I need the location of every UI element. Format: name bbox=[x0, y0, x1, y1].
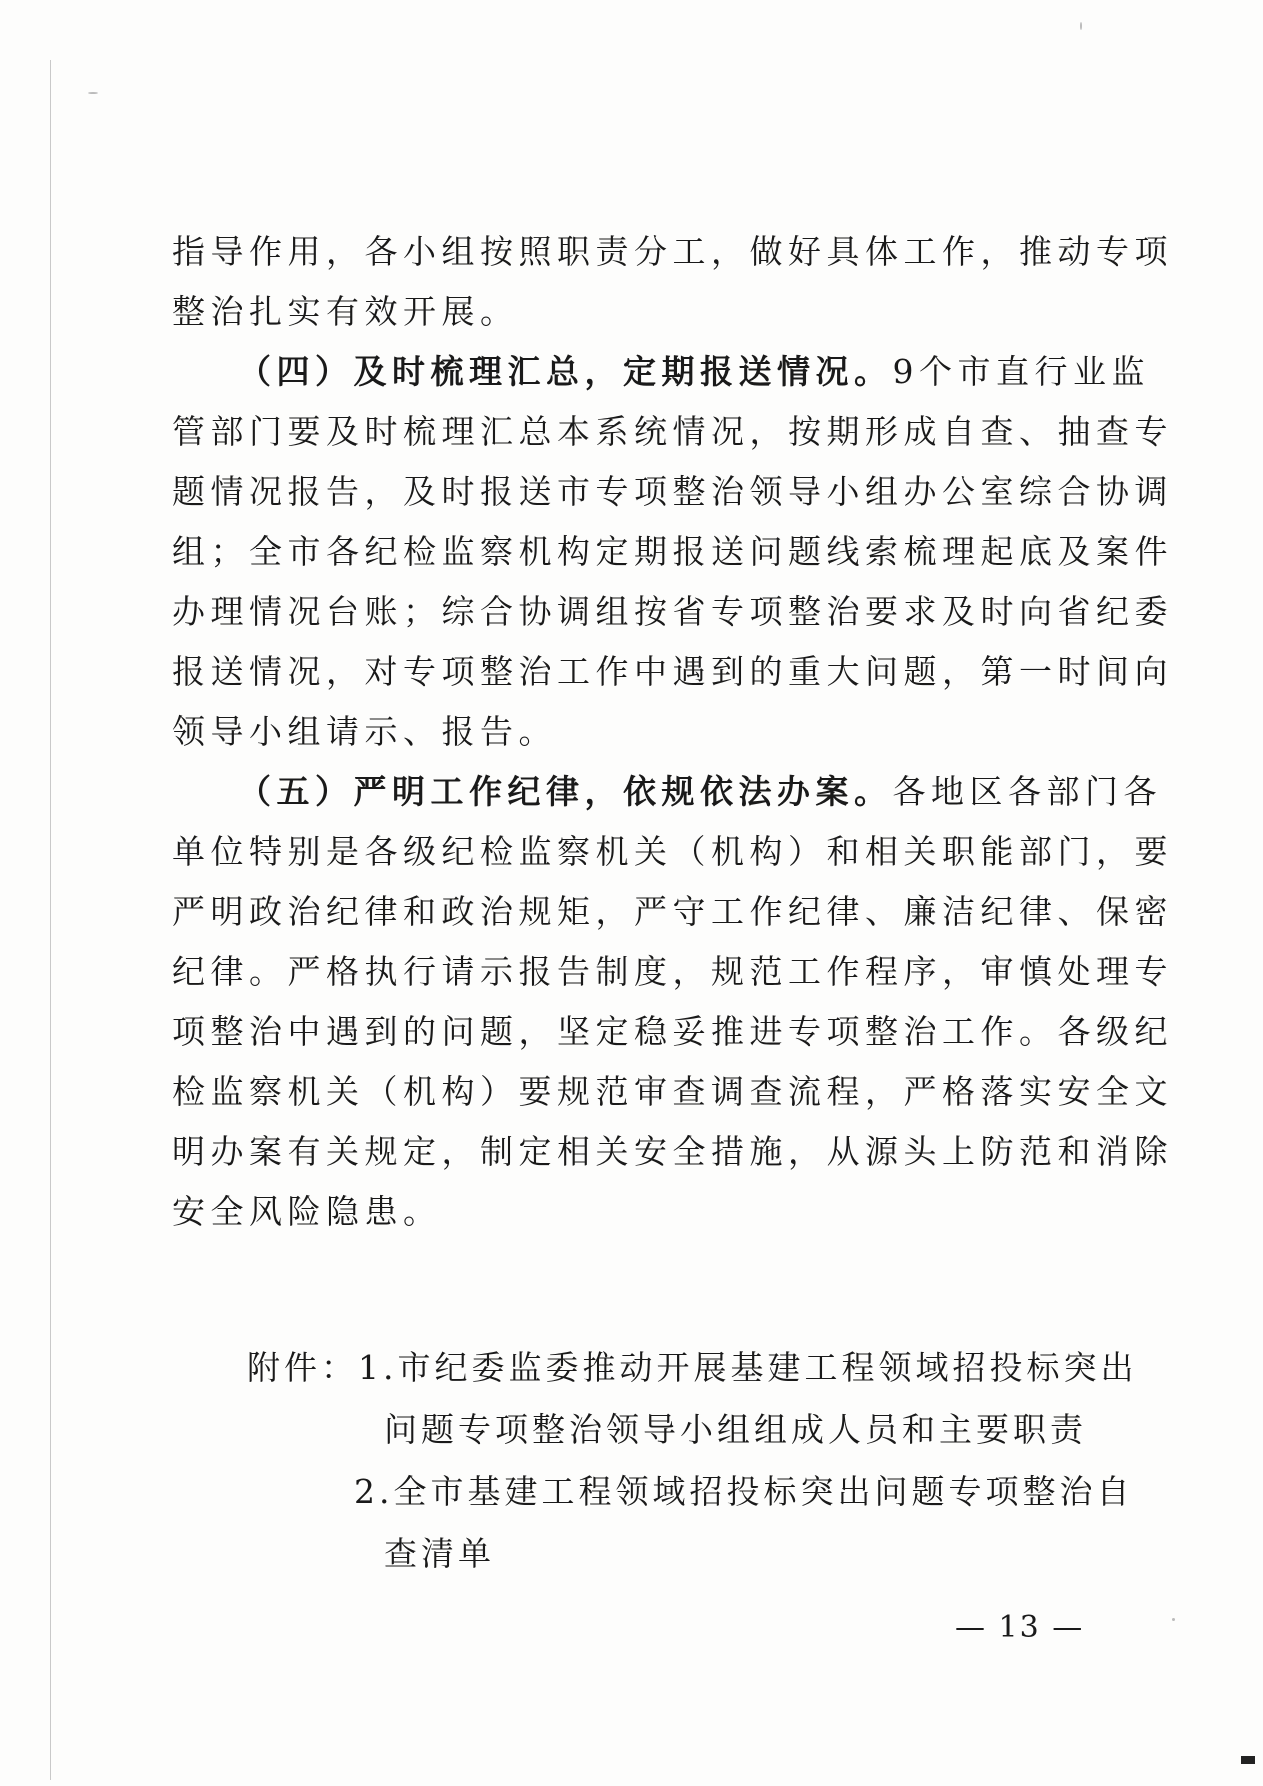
paragraph-line: 安全风险隐患。 bbox=[172, 1192, 442, 1231]
section-heading-four: （四）及时梳理汇总，定期报送情况。 bbox=[238, 352, 893, 391]
scan-speck bbox=[1172, 1618, 1175, 1621]
paragraph-line: 组；全市各纪检监察机构定期报送问题线索梳理起底及案件 bbox=[172, 532, 1173, 571]
paragraph-line: 项整治中遇到的问题，坚定稳妥推进专项整治工作。各级纪 bbox=[172, 1012, 1173, 1051]
paragraph-line: 严明政治纪律和政治规矩，严守工作纪律、廉洁纪律、保密 bbox=[172, 892, 1173, 931]
paragraph-line: 题情况报告，及时报送市专项整治领导小组办公室综合协调 bbox=[172, 472, 1173, 511]
section-heading-line: （五）严明工作纪律，依规依法办案。各地区各部门各 bbox=[238, 772, 1162, 811]
paragraph-line: 单位特别是各级纪检监察机关（机构）和相关职能部门，要 bbox=[172, 832, 1173, 871]
paragraph-line: 领导小组请示、报告。 bbox=[172, 712, 557, 751]
page-number: — 13 — bbox=[955, 1610, 1085, 1645]
scan-corner-mark bbox=[1241, 1756, 1255, 1764]
paragraph-line: 明办案有关规定，制定相关安全措施，从源头上防范和消除 bbox=[172, 1132, 1173, 1171]
attachment-item-1 bbox=[172, 1337, 1138, 1399]
attachment-item-2: 2.全市基建工程领域招投标突出问题专项整治自 bbox=[354, 1472, 1134, 1511]
paragraph-line: 指导作用，各小组按照职责分工，做好具体工作，推动专项 bbox=[172, 232, 1173, 271]
attachment-item-2-continued: 查清单 bbox=[384, 1534, 495, 1573]
paragraph-line: 整治扎实有效开展。 bbox=[172, 292, 519, 331]
paragraph-line: 报送情况，对专项整治工作中遇到的重大问题，第一时间向 bbox=[172, 652, 1173, 691]
scan-speck bbox=[88, 92, 98, 94]
section-heading-five: （五）严明工作纪律，依规依法办案。 bbox=[238, 772, 893, 811]
paragraph-line: 纪律。严格执行请示报告制度，规范工作程序，审慎处理专 bbox=[172, 952, 1173, 991]
scan-edge-line bbox=[50, 60, 51, 1780]
body-text bbox=[172, 222, 1173, 1242]
attachment-item-1-title: 1.市纪委监委推动开展基建工程领域招投标突出 bbox=[358, 1348, 1138, 1387]
attachment-label: 附件： bbox=[247, 1348, 358, 1387]
paragraph-line: 检监察机关（机构）要规范审查调查流程，严格落实安全文 bbox=[172, 1072, 1173, 1111]
attachment-item-1-continued: 问题专项整治领导小组组成人员和主要职责 bbox=[384, 1410, 1087, 1449]
section-heading-line: （四）及时梳理汇总，定期报送情况。9个市直行业监 bbox=[238, 352, 1150, 391]
paragraph-line: 管部门要及时梳理汇总本系统情况，按期形成自查、抽查专 bbox=[172, 412, 1173, 451]
paragraph-line: 办理情况台账；综合协调组按省专项整治要求及时向省纪委 bbox=[172, 592, 1173, 631]
attachments-section bbox=[172, 1337, 1138, 1585]
scan-speck bbox=[1080, 22, 1082, 30]
